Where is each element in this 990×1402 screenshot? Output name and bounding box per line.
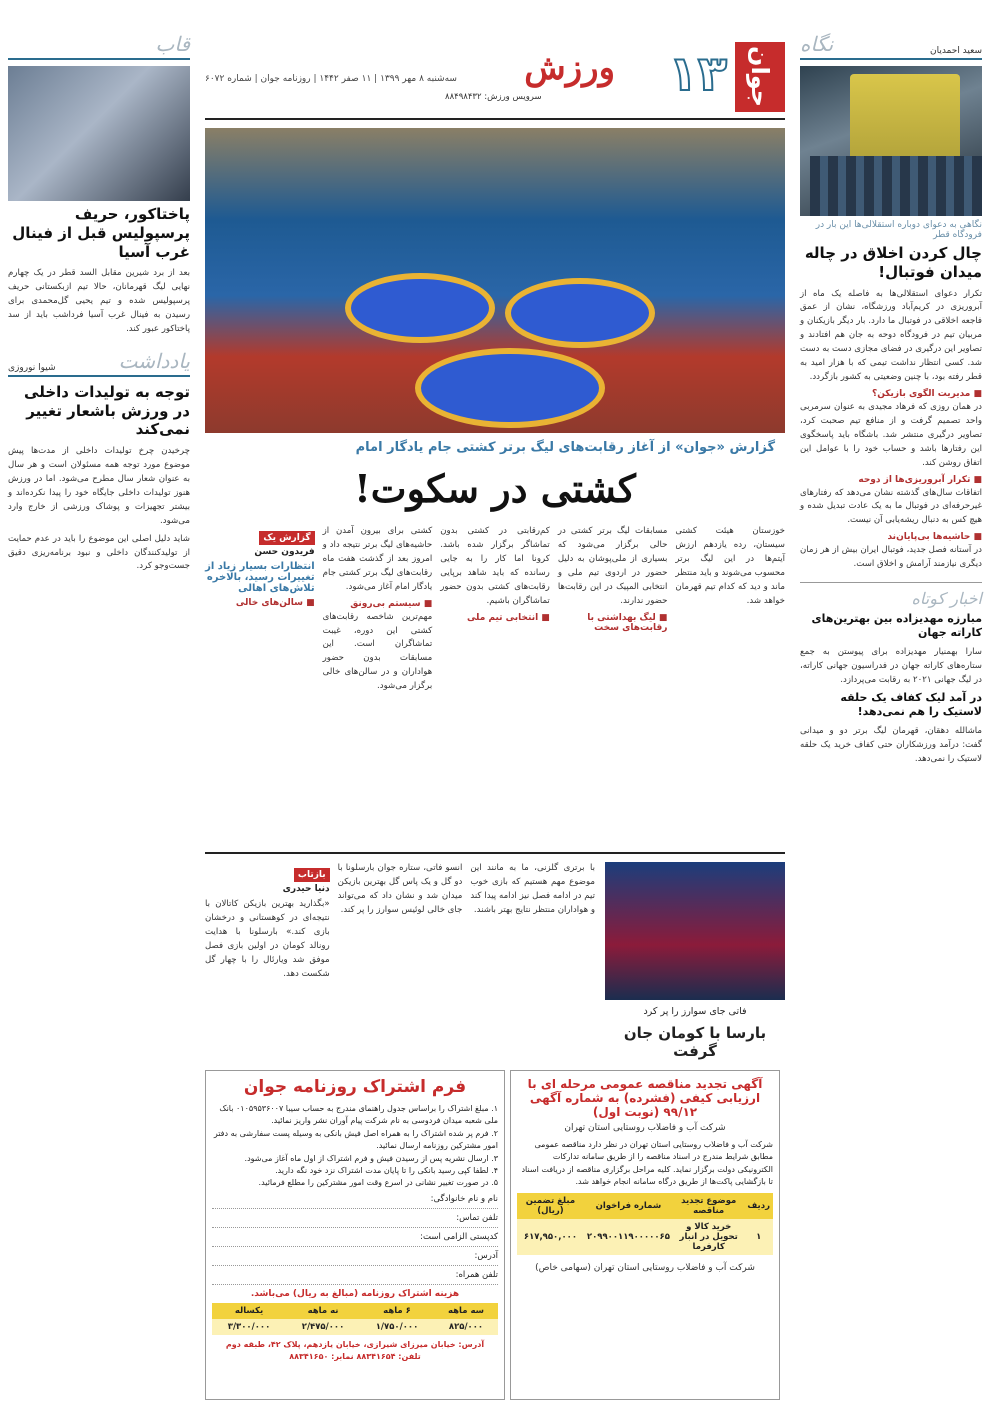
article-text: اتفاقات سال‌های گذشته نشان می‌دهد که رفتارهای غیرحرفه‌ای در فوتبال ما به یک عادت تبدیل شده و هیچ کس به دنبال ریشه‌یابی آن نیست. (800, 487, 982, 526)
story-column (470, 862, 595, 982)
note-section-head (8, 345, 190, 377)
pull-quote: انتظارات بسیار زیاد از تغییرات رسید، بالاخره تلاش‌های اهالی (205, 561, 315, 594)
section-tag: یادداشت (118, 348, 190, 373)
wrestling-mat (505, 278, 655, 348)
tender-footer: شرکت آب و فاضلاب روستایی استان تهران (سهامی خاص) (535, 1262, 755, 1273)
short-news-head (800, 582, 982, 608)
price-title: هزینه اشتراک روزنامه (مبالغ به ریال) می‌باشد. (250, 1288, 460, 1299)
table-header: مبلغ تضمین (ریال) (517, 1193, 584, 1219)
right-column (792, 28, 990, 1402)
tender-title: آگهی تجدید مناقصه عمومی مرحله ای با ارزیابی کیفی (فشرده) به شماره آگهی ۹۹/۱۲ (نوبت اول) (527, 1077, 763, 1119)
byline-label: بازتاب (294, 868, 330, 882)
editor-line: سرویس ورزش: ۸۸۴۹۸۴۳۲ (445, 92, 542, 102)
story-column (338, 862, 463, 982)
article-text: خوزستان هیئت کشتی سیستان، رده یازدهم ارزش آیتم‌ها در این لیگ برتر محسوب می‌شوند و باید منتظر ماند و دید که کدام تیم قهرمان خواهد شد. (675, 526, 785, 606)
news-text: ماشالله دهقان، قهرمان لیگ برتر دو و میدانی گفت: درآمد ورزشکاران حتی کفاف خرید یک حلقه لاستیک را نمی‌دهد. (800, 725, 982, 764)
barca-photo (605, 862, 785, 1000)
article-text: انسو فاتی، ستاره جوان بارسلونا با دو گل و یک پاس گل بهترین بازیکن میدان شد و نشان داد که می‌تواند جای خالی لوئیس سوارز را پر کند. (337, 863, 463, 915)
article-text: کشتی برای بیرون آمدن از حاشیه‌های لیگ برتر نتیجه داد و امروز بعد از گذشت هفت ماه رقابت‌های لیگ برتر کشتی جام یادگار امام آغاز می‌شود. (322, 526, 433, 592)
form-field-address[interactable]: آدرس: (212, 1247, 498, 1266)
photo-caption: نگاهی به دعوای دوباره استقلالی‌ها این بار در فرودگاه قطر (815, 220, 982, 240)
subscription-address: آدرس: خیابان میرزای شیرازی، خیابان یازدهم، پلاک ۴۲، طبقه دوم (225, 1339, 485, 1349)
article-text: در همان روزی که فرهاد مجیدی به عنوان سرمربی واحد تصمیم گرفت و از منافع تیم صحبت کرد، تصاویر درگیری منتشر شد. باشگاه باید پاسخگوی این رفتارها باشد و حساب خود را با عوامل این اتفاق روشن کند. (800, 401, 982, 468)
price-cell: ۸۲۵/۰۰۰ (434, 1319, 498, 1335)
news-text: سارا بهمنیار مهدیزاده برای پیوستن به جمع ستاره‌های کاراته جهان در فدراسیون جهانی کاراته، در لیگ جهانی ۲۰۲۱ به رقابت می‌پردازد. (800, 646, 982, 685)
form-field-name[interactable]: نام و نام خانوادگی: (212, 1190, 498, 1209)
subscription-phone: تلفن: ۸۸۳۴۱۶۵۴ نمابر: ۸۸۳۴۱۶۵۰ (289, 1352, 421, 1362)
tender-table (517, 1193, 773, 1255)
table-header: موضوع تجدید مناقصه (673, 1193, 744, 1219)
wrestling-mat (345, 273, 495, 343)
subhead: ■ لیگ بهداشتی با رقابت‌های سخت (558, 613, 668, 633)
headline: چال کردن اخلاق در چاله میدان فوتبال! (804, 244, 982, 281)
story-column (558, 525, 668, 850)
subscription-ad (205, 1070, 505, 1400)
wrestling-arena-photo (205, 128, 785, 433)
article-text: مهم‌ترین شاخصه رقابت‌های کشتی این دوره، غیبت تماشاگران است. این مسابقات بدون حضور هواداران و در سالن‌های خالی برگزار می‌شود. (322, 611, 433, 692)
headline: توجه به تولیدات داخلی در ورزش باشعار تغییر نمی‌کند (24, 382, 190, 439)
article-text: شاید دلیل اصلی این موضوع را باید در عدم حمایت از تولیدکنندگان داخلی و نبود برنامه‌ریزی دقیق جست‌وجو کرد. (8, 533, 190, 572)
section-tag: نگاه (800, 32, 834, 56)
tender-org: شرکت آب و فاضلاب روستایی استان تهران (564, 1123, 726, 1133)
subhead: ■ انتخابی تیم ملی (440, 613, 550, 623)
section-tag: قاب (155, 32, 190, 56)
wrestling-mat (415, 348, 605, 428)
subscription-title: فرم اشتراک روزنامه جوان (243, 1077, 467, 1097)
tender-ad (510, 1070, 780, 1400)
barca-story (205, 852, 785, 1064)
main-story-columns (205, 525, 785, 850)
subhead: ■ حاشیه‌ها بی‌پایان‌ند (800, 532, 982, 542)
story-column (440, 525, 550, 850)
story-column (323, 525, 433, 850)
left-section-head (8, 28, 190, 60)
table-cell: ۶۱۷,۹۵۰,۰۰۰ (517, 1219, 584, 1255)
story-column (205, 862, 330, 982)
subscription-item: ۳. ارسال نشریه پس از رسیدن فیش و فرم اشتراک از اول ماه آغاز می‌شود. (244, 1153, 498, 1163)
story-kicker: گزارش «جوان» از آغاز رقابت‌های لیگ برتر کشتی جام یادگار امام (355, 440, 775, 455)
article-text: با برتری گلزنی، ما به مانند این موضوع مهم هستیم که بازی خوب تیم در ادامه فصل نیز ادامه پیدا کند و هواداران منتظر نتایج بهتر باشند. (470, 863, 595, 915)
barca-subtitle: فاتی جای سوارز را پر کرد (643, 1006, 747, 1017)
article-text: در آستانه فصل جدید، فوتبال ایران بیش از هر زمان دیگری نیازمند آرامش و اخلاق است. (800, 545, 982, 570)
dateline: سه‌شنبه ۸ مهر ۱۳۹۹ | ۱۱ صفر ۱۴۴۲ | روزنامه جوان | شماره ۶۰۷۲ (205, 74, 457, 84)
story-column (205, 525, 315, 850)
right-section-head (800, 28, 982, 60)
news-title: مبارزه مهدیزاده بین بهترین‌های کاراته جهان (811, 612, 982, 639)
page-number: ۱۳ (668, 46, 727, 102)
subhead: ■ تکرار آبروریزی‌ها از دوحه (800, 475, 982, 485)
price-header: یکساله (212, 1303, 286, 1319)
form-field-postal[interactable]: کدپستی الزامی است: (212, 1228, 498, 1247)
subhead: ■ مدیریت الگوی بازیکن؟ (800, 389, 982, 399)
subscription-item: ۱. مبلغ اشتراک را براساس جدول راهنمای مندرج به حساب سیبا ۰۱۰۵۹۵۳۶۰۰۷ بانک ملی شعبه میدان فردوسی به نام شرکت پیام آوران نشر واریز نمائید. (219, 1104, 498, 1126)
left-column (0, 28, 198, 1402)
price-cell: ۱/۷۵۰/۰۰۰ (360, 1319, 434, 1335)
subscription-item: ۲. فرم پر شده اشتراک را به همراه اصل فیش بانکی به وسیله پست سفارشی به دفتر امور مشترکین روزنامه ارسال نمائید. (213, 1128, 498, 1151)
form-field-mobile[interactable]: تلفن همراه: (212, 1266, 498, 1285)
byline-name: دنیا حیدری (282, 884, 330, 894)
form-field-phone[interactable]: تلفن تماس: (212, 1209, 498, 1228)
author: شیوا نوروزی (8, 362, 56, 373)
author: سعید احمدیان (929, 46, 982, 56)
price-header: ۶ ماهه (360, 1303, 434, 1319)
logo: جوان (735, 42, 785, 112)
subhead: ■ سیستم بی‌رونق (323, 599, 433, 609)
section-tag: اخبار کوتاه (911, 589, 982, 609)
masthead (205, 28, 785, 120)
story-column (675, 525, 785, 850)
table-cell: خرید کالا و تحویل در انبار کارفرما (673, 1219, 744, 1255)
article-text: بعد از برد شیرین مقابل السد قطر در یک چهارم نهایی لیگ قهرمانان، حالا تیم ازبکستانی حریف پرسپولیس شده و تیم یحیی گل‌محمدی برای رسیدن به فینال غرب آسیا فرداشب باید از سد پاختاکور عبور کند. (8, 268, 190, 334)
table-header: شماره فراخوان (584, 1193, 673, 1219)
team-bus-photo (800, 66, 982, 216)
barca-title: بارسا با کومان جان گرفت (623, 1024, 767, 1060)
article-text: کم‌رقابتی در کشتی بدون تماشاگر برگزار شده باشد. کرونا اما کار را به جایی رسانده که باید شاهد برپایی رقابت‌های کشتی بدون حضور تماشاگران باشیم. (440, 526, 550, 606)
story-title: کشتی در سکوت! (354, 466, 636, 511)
tender-text: شرکت آب و فاضلاب روستایی استان تهران در نظر دارد مناقصه عمومی مطابق شرایط مندرج در اسناد مناقصه را از طریق سامانه تدارکات الکترونیکی دولت برگزار نماید. کلیه مراحل برگزاری مناقصه از دریافت اسناد تا بازگشایی پاکت‌ها از طریق درگاه سامانه انجام خواهد شد. (521, 1140, 773, 1187)
price-cell: ۳/۳۰۰/۰۰۰ (212, 1319, 286, 1335)
byline-label: گزارش یک (259, 531, 314, 545)
table-cell: ۲۰۹۹۰۰۱۱۹۰۰۰۰۰۶۵ (584, 1219, 673, 1255)
barca-columns (205, 862, 595, 982)
price-header: سه ماهه (434, 1303, 498, 1319)
news-title: در آمد لیک کفاف یک حلقه لاستیک را هم نمی‌دهد! (840, 691, 982, 719)
subscription-item: ۴. لطفا کپی رسید بانکی را تا پایان مدت اشتراک نزد خود نگه دارید. (275, 1165, 498, 1175)
price-cell: ۲/۴۷۵/۰۰۰ (286, 1319, 360, 1335)
price-header: نه ماهه (286, 1303, 360, 1319)
players-photo (8, 66, 190, 201)
price-row (212, 1319, 498, 1335)
article-text: «بگذارید بهترین بازیکن کاتالان با نتیجه‌ای در کوهستانی و درخشان بازی کند.» بارسلونا با هدایت رونالد کومان در اولین بازی فصل موفق شد ویارئال را با چهار گل شکست دهد. (204, 899, 330, 979)
headline: پاختاکور، حریف پرسپولیس قبل از فینال غرب آسیا (12, 205, 190, 261)
section-title: ورزش (524, 48, 615, 88)
subscription-item: ۵. در صورت تغییر نشانی در اسرع وقت امور مشترکین را مطلع فرمائید. (258, 1178, 498, 1188)
article-text: چرخیدن چرخ تولیدات داخلی از مدت‌ها پیش موضوع مورد توجه همه مسئولان است و هر سال به عنوان شعار سال مطرح می‌شود. اما در ورزش هنوز تولیدات داخلی جایگاه خود را پیدا نکرده‌اند و بیشتر تجهیزات و پوشاک ورزشی از خارج وارد می‌شود. (8, 446, 190, 526)
price-table (212, 1303, 498, 1335)
table-cell: ۱ (744, 1219, 773, 1255)
table-header: ردیف (744, 1193, 773, 1219)
table-row (517, 1219, 773, 1255)
subhead: ■ سالن‌های خالی (205, 598, 315, 608)
article-text: مسابقات لیگ برتر کشتی در حالی برگزار می‌شود که بسیاری از ملی‌پوشان به دلیل حضور در اردوی تیم ملی و انتخابی المپیک در این رقابت‌ها حضور ندارند. (557, 526, 668, 606)
article-text: تکرار دعوای استقلالی‌ها به فاصله یک ماه از آبروریزی در کریم‌آباد ورزشگاه، نشان از عمق فاجعه اخلاقی در فوتبال ما دارد. بار دیگر بازیکنان و مربیان تیم در فرودگاه دوحه به جان هم افتادند و تصاویر این درگیری در فضای مجازی دست به دست شد. کسی انتظار نداشت تیمی که با هزار امید به قطر رفته بود، با چنین وضعیتی به کشور بازگردد. (800, 288, 982, 383)
byline-name: فریدون حسن (254, 547, 315, 557)
